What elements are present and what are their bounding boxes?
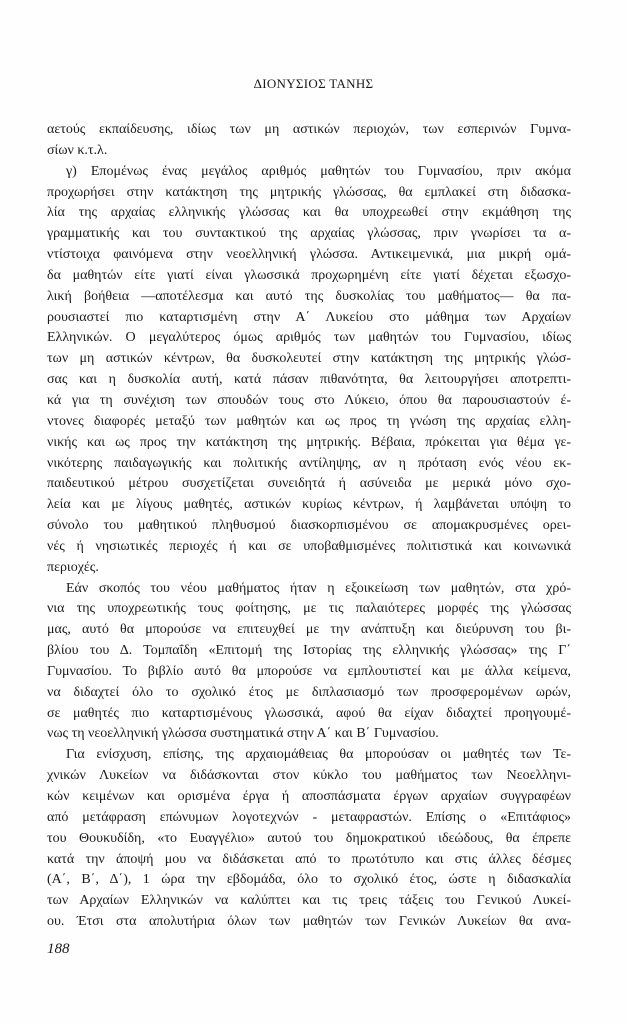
text-line: των Αρχαίων Ελληνικών να καλύπτει και τις τρεις τάξεις του Γενικού Λυκεί- <box>47 893 571 909</box>
text-line: νως τη νεοελληνική γλώσσα συστηματικά στην Α΄ και Β΄ Γυμνασίου. <box>47 726 439 742</box>
text-line: να διδαχτεί όλο το σχολικό έτος με διπλασιασμό των προσφερομένων ωρών, <box>47 684 571 700</box>
text-line: νικής και ως προς την κατάκτηση της μητρικής. Βέβαια, πρόκειται για θέμα γε- <box>47 434 571 450</box>
text-line: προχωρήσει στην κατάκτηση της μητρικής γλώσσας, θα εμπλακεί στη διδασκα- <box>47 184 571 200</box>
text-line: νια της υποχρεωτικής τους φοίτησης, με τις παλαιότερες μορφές της γλώσσας <box>47 601 571 617</box>
text-line: ου. Έτσι στα απολυτήρια όλων των μαθητών των Γενικών Λυκείων θα ανα- <box>47 914 571 930</box>
text-line: λία της αρχαίας ελληνικής γλώσσας και θα υποχρεωθεί στην εκμάθηση της <box>47 205 571 221</box>
text-line: κών κειμένων και ορισμένα έργα ή αποσπάσματα έργων αρχαίων συγγραφέων <box>47 789 571 804</box>
text-line: χνικών Λυκείων να διδάσκονται στον κύκλο του μαθήματος των Νεοελληνι- <box>47 768 571 784</box>
paragraph-start-line: Εάν σκοπός του νέου μαθήματος ήταν η εξοικείωση των μαθητών, στα χρό- <box>66 580 571 596</box>
text-line: γραμματικής και του συντακτικού της αρχαίας γλώσσας, πριν γνωρίσει τα α- <box>47 226 571 242</box>
text-line: ντίστοιχα φαινόμενα στην νεοελληνική γλώσσα. Αντικειμενικά, μια μικρή ομά- <box>47 247 571 263</box>
text-line: Ελληνικών. Ο μεγαλύτερος όμως αριθμός των μαθητών του Γυμνασίου, ιδίως <box>47 330 571 346</box>
paragraph-start-line: Για ενίσχυση, επίσης, της αρχαιομάθειας θα μπορούσαν οι μαθητές των Τε- <box>66 747 571 763</box>
text-line: σύνολο του μαθητικού πληθυσμού διασκορπισμένου σε απομακρυσμένες ορει- <box>47 518 571 534</box>
text-line: (Α΄, Β΄, Δ΄), 1 ώρα την εβδομάδα, όλο το σχολικό έτος, ώστε η διδασκαλία <box>47 872 571 888</box>
text-line: ρουσιαστεί πιο καταρτισμένη στην Α΄ Λυκείου στο μάθημα των Αρχαίων <box>47 309 571 325</box>
text-line: σε μαθητές πιο καταρτισμένους γλωσσικά, αφού θα είχαν διδαχτεί προηγουμέ- <box>47 705 571 721</box>
text-line: Γυμνασίου. Το βιβλίο αυτό θα μπορούσε να εμπλουτιστεί και με άλλα κείμενα, <box>47 663 571 679</box>
text-line: περιοχές. <box>47 559 99 575</box>
text-line: παιδευτικού μέτρου συσχετίζεται συνειδητά ή ασύνειδα με μερικά μόνο σχο- <box>47 476 571 492</box>
text-line: κατά την άποψή μου να διδάσκεται από το πρωτότυπο και στις άλλες δέσμες <box>47 851 571 867</box>
text-line: των μη αστικών κέντρων, θα δυσκολευτεί στην κατάκτηση της μητρικής γλώσ- <box>47 351 571 367</box>
body-text <box>47 120 571 933</box>
text-line: σίων κ.τ.λ. <box>47 142 108 158</box>
text-line: αετούς εκπαίδευσης, ιδίως των μη αστικών περιοχών, των εσπερινών Γυμνα- <box>47 122 571 137</box>
text-line: λική βοήθεια —αποτέλεσμα και αυτό της δυσκολίας του μαθήματος— θα πα- <box>47 288 571 304</box>
text-line: ντονες διαφορές μεταξύ των μαθητών και ως προς τη γνώση της αρχαίας ελλη- <box>47 413 571 429</box>
paragraph-start-line: γ) Επομένως ένας μεγάλος αριθμός μαθητών του Γυμνασίου, πριν ακόμα <box>66 163 571 179</box>
text-line: από μετάφραση επώνυμων λογοτεχνών - μεταφραστών. Επίσης ο «Επιτάφιος» <box>47 809 571 825</box>
text-line: μας, αυτό θα μπορούσε να επιτευχθεί με την ανάπτυξη και διεύρυνση του βι- <box>47 622 571 638</box>
text-line: νές ή νησιωτικές περιοχές ή και σε υποβαθμισμένες πολιτιστικά και κοινωνικά <box>47 538 571 554</box>
page-number: 188 <box>47 941 70 957</box>
text-line: λεία και με λίγους μαθητές, αστικών κυρίως κέντρων, ή λαμβάνεται υπόψη το <box>47 497 571 513</box>
text-line: δα μαθητών είτε γιατί είναι γλωσσικά προχωρημένη είτε γιατί δέχεται εξωσχο- <box>47 267 571 283</box>
text-line: κά για τη συνέχιση των σπουδών τους στο Λύκειο, όπου θα παρουσιαστούν έ- <box>47 392 571 408</box>
text-line: βλίου του Δ. Τομπαΐδη «Επιτομή της Ιστορίας της ελληνικής γλώσσας» της Γ΄ <box>47 643 571 659</box>
text-line: σας και η δυσκολία αυτή, κατά πάσαν πιθανότητα, θα λειτουργήσει αποτρεπτι- <box>47 372 571 388</box>
text-line: νικότερης παιδαγωγικής και πολιτικής αντίληψης, αν η πρόταση ενός νέου εκ- <box>47 455 571 471</box>
text-line: του Θουκυδίδη, «το Ευαγγέλιο» αυτού του δημοκρατικού ιδεώδους, θα έπρεπε <box>47 830 571 846</box>
running-head-author: ΔΙΟΝΥΣΙΟΣ ΤΑΝΗΣ <box>253 76 374 91</box>
